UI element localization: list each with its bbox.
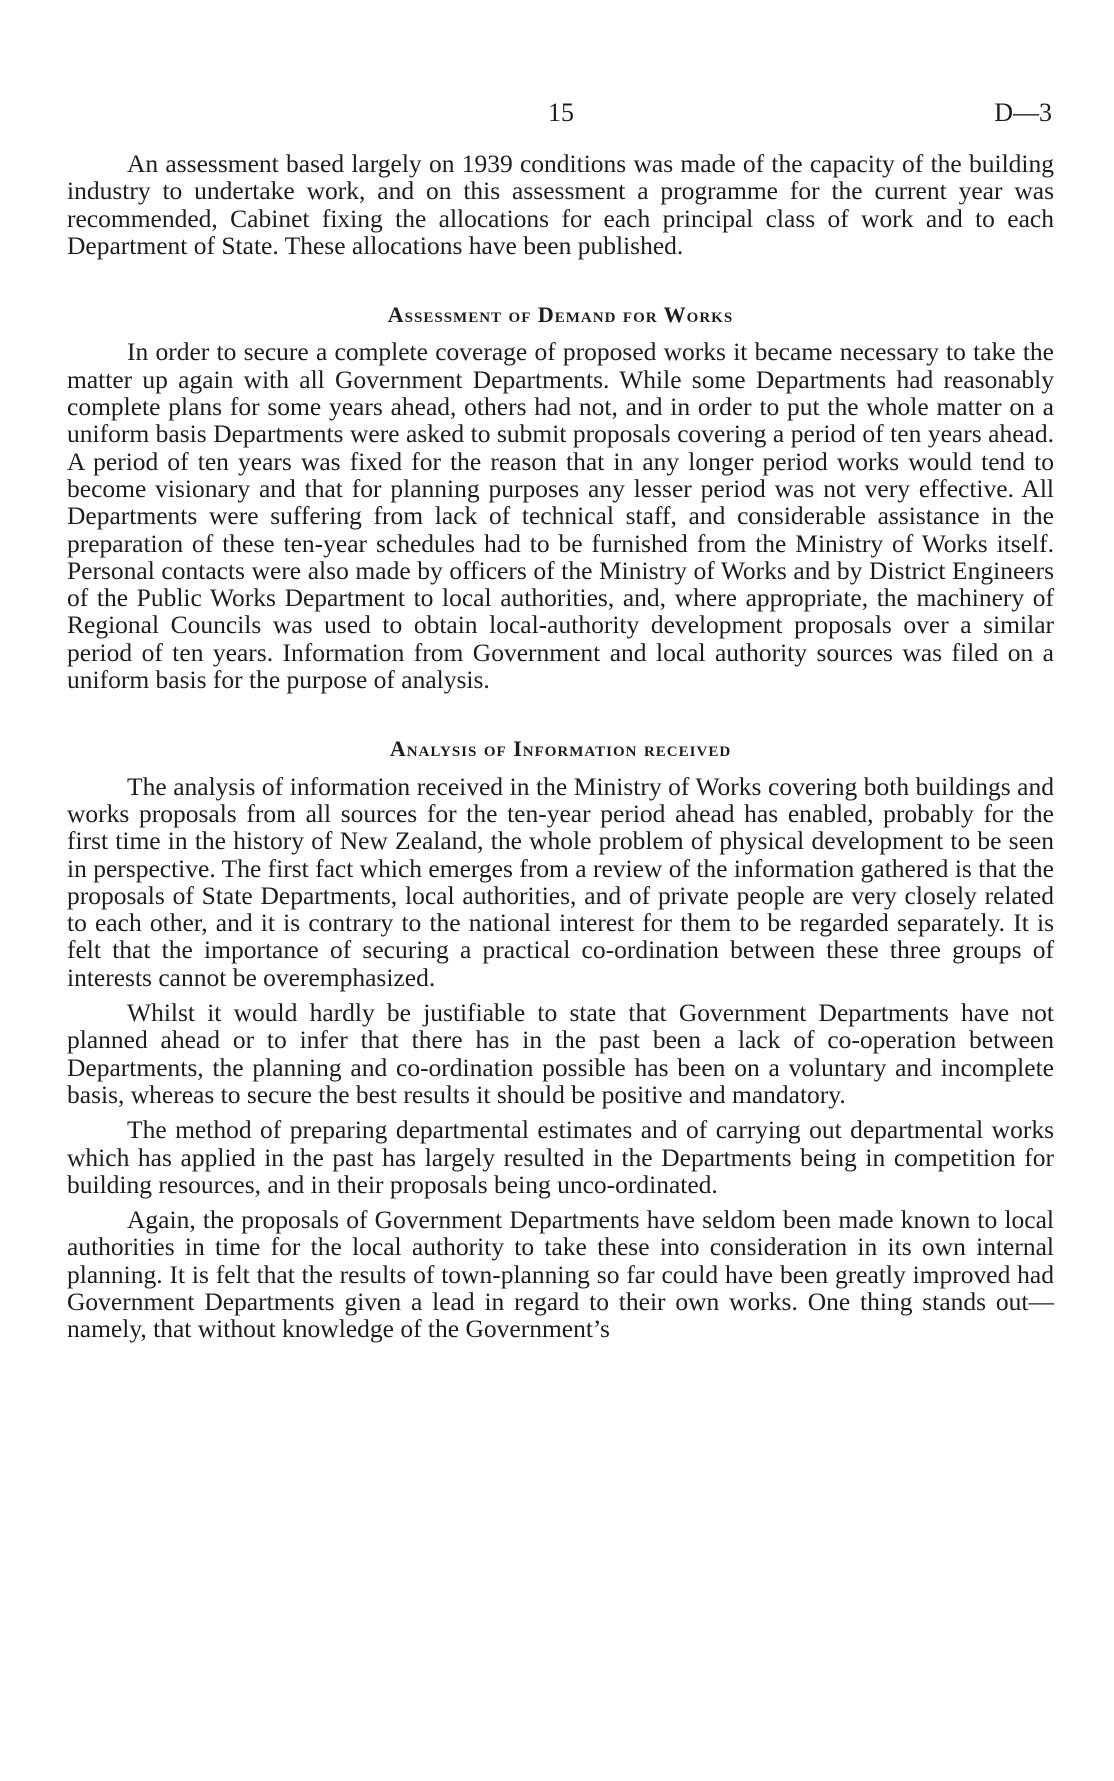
- intro-paragraph: An assessment based largely on 1939 conditions was made of the capacity of the building industry to undertake work, and on this assessment a programme for the current year was recommended, Cabinet fixing the allocations for each principal class of work and to each Department of State. These allocations have been published.: [67, 149, 1054, 260]
- analysis-paragraph-1: The analysis of information received in the Ministry of Works covering both buildings and works proposals from all sources for the ten-year period ahead has enabled, probably for the first time in the history of New Zealand, the whole problem of physical development to be seen in perspective. The first fact which emerges from a review of the information gathered is that the proposals of State Departments, local authorities, and of private people are very closely related to each other, and it is contrary to the national interest for them to be regarded separately. It is felt that the importance of securing a practical co-ordination between these three groups of interests cannot be overemphasized.: [67, 771, 1054, 992]
- page-number: 15: [548, 98, 574, 127]
- section-heading-assessment: Assessment of Demand for Works: [387, 302, 734, 328]
- analysis-paragraph-3: The method of preparing departmental estimates and of carrying out departmental works which has applied in the past has largely resulted in the Departments being in competition for building resources, and in their proposals being unco-ordinated.: [67, 1115, 1054, 1199]
- assessment-paragraph: In order to secure a complete coverage of proposed works it became necessary to take the matter up again with all Government Departments. While some Departments had reasonably complete plans for some years ahead, others had not, and in order to put the whole matter on a uniform basis Departments were asked to submit proposals covering a period of ten years ahead. A period of ten years was fixed for the reason that in any longer period works would tend to become visionary and that for planning purposes any lesser period was not very effective. All Departments were suffering from lack of technical staff, and considerable assistance in the preparation of these ten-year schedules had to be furnished from the Ministry of Works itself. Personal contacts were also made by officers of the Ministry of Works and by District Engineers of the Public Works Department to local authorities, and, where appropriate, the machinery of Regional Councils was used to obtain local-authority development proposals over a similar period of ten years. Information from Government and local authority sources was filed on a uniform basis for the purpose of analysis.: [67, 337, 1054, 695]
- analysis-paragraph-2: Whilst it would hardly be justifiable to state that Government Departments have not planned ahead or to infer that there has in the past been a lack of co-operation between Departments, the planning and co-ordination possible has been on a voluntary and incomplete basis, whereas to secure the best results it should be positive and mandatory.: [67, 998, 1054, 1109]
- section-heading-analysis: Analysis of Information received: [389, 736, 732, 762]
- page-header: [0, 98, 1114, 138]
- document-body: [67, 150, 1054, 1343]
- document-reference: D—3: [994, 98, 1052, 127]
- analysis-paragraph-4: Again, the proposals of Government Departments have seldom been made known to local authorities in time for the local authority to take these into consideration in its own internal planning. It is felt that the results of town-planning so far could have been greatly improved had Government Departments given a lead in regard to their own works. One thing stands out—namely, that without knowledge of the Government’s: [67, 1205, 1054, 1344]
